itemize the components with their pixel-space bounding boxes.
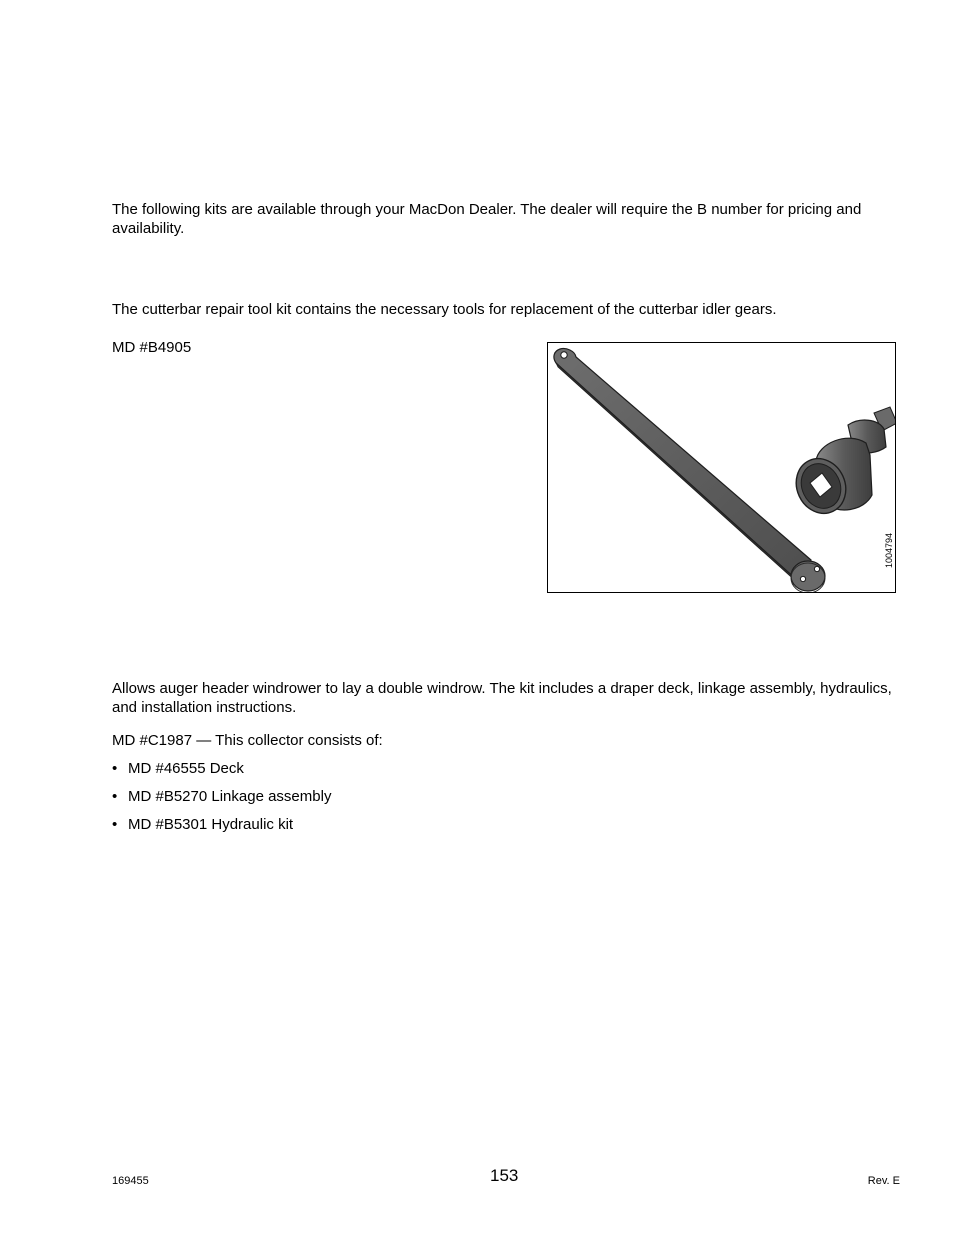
socket-adapter [787, 407, 896, 522]
figure-id: 1004794 [884, 532, 894, 568]
idler-gear-wrench [554, 348, 825, 593]
repair-tool-kit-illustration [548, 343, 896, 593]
footer-doc-number: 169455 [112, 1175, 149, 1187]
double-windrow-part-number: MD #C1987 — This collector consists of: [112, 732, 383, 749]
list-item [112, 787, 331, 806]
repair-tool-kit-description: The cutterbar repair tool kit contains the necessary tools for replacement of the cutterbar idler gears. [112, 301, 777, 318]
bullet: • [112, 788, 118, 805]
intro-paragraph: The following kits are available through your MacDon Dealer. The dealer will require the B number for pricing and availability. [112, 201, 862, 237]
list-item-label: MD #B5301 Hydraulic kit [128, 816, 294, 833]
list-item [112, 759, 331, 778]
bullet: • [112, 816, 118, 833]
footer-page-number: 153 [490, 1166, 519, 1185]
bullet: • [112, 760, 118, 777]
list-item [112, 815, 331, 834]
repair-tool-kit-part-number: MD #B4905 [112, 339, 192, 356]
repair-tool-kit-figure [547, 342, 896, 593]
list-item-label: MD #B5270 Linkage assembly [128, 788, 332, 805]
collector-component-list [112, 759, 331, 843]
list-item-label: MD #46555 Deck [128, 760, 244, 777]
footer-revision: Rev. E [867, 1175, 900, 1187]
double-windrow-description: Allows auger header windrower to lay a double windrow. The kit includes a draper deck, linkage assembly, hydraulics, and installation instructions. [112, 680, 892, 716]
